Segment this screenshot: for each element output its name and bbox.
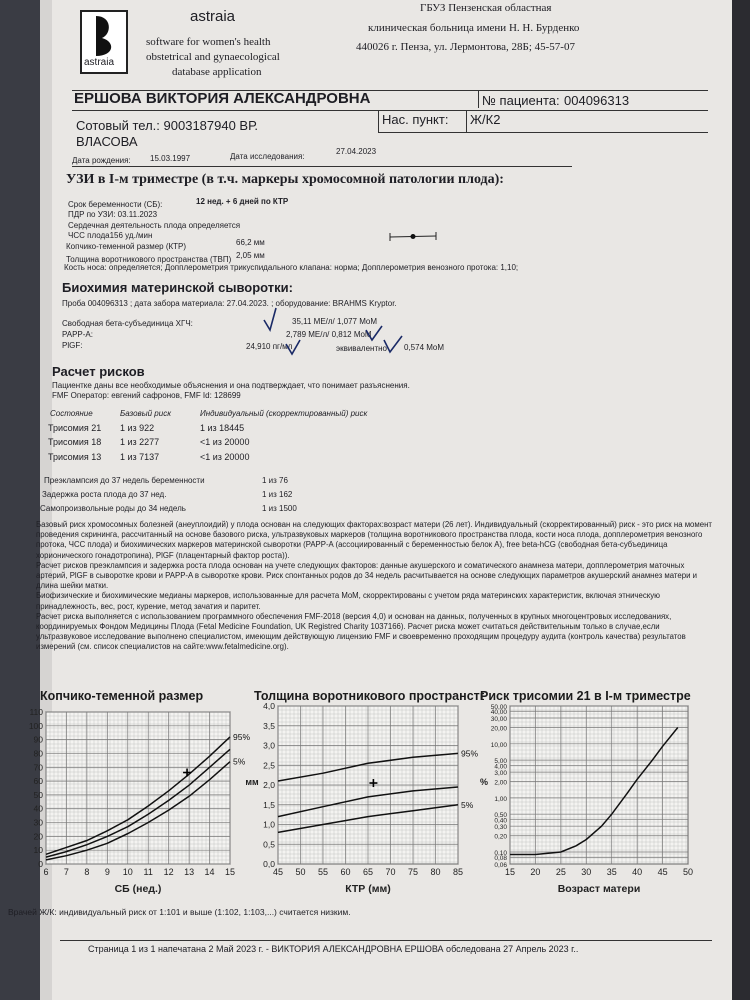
plot-area [510,706,688,864]
y-tick-label: 1,5 [263,799,275,810]
y-tick-label: 0,10 [494,849,507,857]
y-tick-label: 80 [33,748,43,759]
chart-title: Риск трисомии 21 в I-м триместре [480,689,691,703]
x-tick-label: 65 [362,867,374,877]
y-tick-label: 0 [38,859,43,869]
uzi-title: УЗИ в I-м триместре (в т.ч. маркеры хромосомной патологии плода): [66,172,504,187]
risk-consent: Пациентке даны все необходимые объяснения и она подтверждает, что понимает разъяснения. [52,381,410,390]
cell: 1 из 7137 [120,452,160,462]
settlement-value: Ж/К2 [470,112,501,127]
fetal-hr: ЧСС плода156 уд./мин [68,231,153,240]
y-tick-label: 4,00 [494,763,507,771]
cell: <1 из 20000 [200,452,250,462]
x-tick-label: 70 [385,867,396,877]
brand-name: astraia [190,8,236,25]
y-tick-label: 60 [33,776,43,787]
y-tick-label: 40 [33,803,43,814]
phone: Сотовый тел.: 9003187940 ВР. [76,118,258,133]
rule [72,110,708,111]
x-tick-label: 25 [555,867,566,877]
rule [378,132,708,133]
x-tick-label: 40 [632,867,643,877]
clinic-line-3: 440026 г. Пенза, ул. Лермонтова, 28Б; 45-57-07 [356,41,575,53]
x-axis-label: СБ (нед.) [114,883,162,895]
cell: Трисомия 13 [48,452,102,462]
risk-operator: FMF Оператор: евгений сафронов, FMF Id: 128699 [52,391,241,400]
cell: Трисомия 18 [48,437,102,447]
y-tick-label: 0,5 [263,839,275,850]
nt-label: Толщина воротникового пространства (ТВП) [66,255,232,264]
x-tick-label: 80 [430,867,441,877]
y-tick-label: 0,20 [494,833,507,841]
x-tick-label: 15 [224,867,236,877]
x-tick-label: 55 [317,867,329,877]
nt-value: 2,05 мм [236,251,265,260]
y-tick-label: 70 [33,762,43,773]
paragraph: Базовый риск хромосомных болезней (анеуплоидий) у плода основан на следующих факторах:возраст матери (26 лет). Индивидуальный (скорректированный) риск - это риск на момент проведения скрининга, рассчитанный на основе базового риска, ультразвуковых маркеров (толщина воротникового пространства плода, кости носа плода, допплерометрия венозного протока, ЧСС плода) и биохимических маркеров материнской сыворотки (PAPP-A (ассоциированный с беременностью белок А), free beta-hCG (свободная бета-субъединица хорионического гонадотропина), PlGF (плацентарный фактор роста)). [36,520,712,560]
page-footer: Страница 1 из 1 напечатана 2 Май 2023 г. - ВИКТОРИЯ АЛЕКСАНДРОВНА ЕРШОВА обследована 27 Апрель 2023 г.. [88,944,579,954]
astraia-logo [80,10,128,74]
patient-id: 004096313 [564,93,630,108]
tagline-1: software for women's health [146,36,271,48]
paragraph: Биофизические и биохимические медианы маркеров, использованные для расчета MoM, скорректированы с учетом ряда материнских характеристик, включая этническую принадлежность, вес, рост, курение, метод зачатия и паритет. [36,591,660,611]
risk-title: Расчет рисков [52,364,145,379]
logo-text: astraia [84,57,115,68]
fetal-heart: Сердечная деятельность плода определяется [68,221,241,230]
cell: 1 из 922 [120,423,155,433]
hcg-label: Свободная бета-субъединица ХГЧ: [62,319,193,328]
y-tick-label: 50 [33,789,43,800]
y-tick-label: 30 [33,817,43,828]
rule [72,166,572,167]
cell: 1 из 1500 [262,504,297,513]
phone-name: ВЛАСОВА [76,134,138,149]
chart-nt-svg [244,686,484,901]
y-tick-label: 0,30 [494,824,507,832]
x-tick-label: 14 [204,867,215,877]
rule [478,90,479,108]
biochem-title: Биохимия материнской сыворотки: [62,280,293,295]
y-tick-label: 0,50 [494,812,507,820]
cell: Преэклампсия до 37 недель беременности [44,476,205,485]
patient-name: ЕРШОВА ВИКТОРИЯ АЛЕКСАНДРОВНА [74,90,371,107]
y-tick-label: 10,00 [490,741,507,749]
x-tick-label: 85 [452,867,464,877]
x-tick-label: 60 [340,867,351,877]
y-axis-label: мм [245,777,259,787]
col-state: Состояние [50,409,93,418]
chart-title: Копчико-теменной размер [40,689,204,703]
series-label: 95% [233,731,251,742]
x-tick-label: 7 [63,867,69,877]
y-tick-label: 40,00 [490,709,507,717]
footnote: Врачей Ж/К: индивидуальный риск от 1:101 и выше (1:102, 1:103,...) считается низким. [8,907,351,917]
x-tick-label: 30 [581,867,592,877]
x-tick-label: 75 [407,867,419,877]
col-base: Базовый риск [120,409,171,418]
rule [60,940,712,941]
paragraph: Расчет рисков преэклампсия и задержка роста плода основан на учете следующих факторов: данные акушерского и соматического анамнеза матери, допплерометрия маточных артерий, PlGF в сыворотке крови и PAPP-A в сыворотке крови. Риск спонтанных родов до 34 недель расчитывается на основе следующих параметров акушерский анамнез матери и длина шейки матки. [36,560,697,591]
biochem-sample: Проба 004096313 ; дата забора материала: 27.04.2023. ; оборудование: BRAHMS Kryptor. [62,299,397,308]
x-tick-label: 11 [143,867,153,877]
plgf-mom: 0,574 MoM [404,343,445,352]
x-tick-label: 15 [504,867,516,877]
cell: 1 из 18445 [200,423,245,433]
cell: Трисомия 21 [48,423,102,433]
plgf-label: PlGF: [62,341,83,350]
y-tick-label: 0,0 [263,859,275,869]
rule [378,110,379,132]
x-tick-label: 20 [530,867,541,877]
x-tick-label: 13 [184,867,195,877]
x-tick-label: 12 [163,867,174,877]
patient-id-label: № пациента: [482,93,560,108]
x-tick-label: 6 [43,867,49,877]
pappa-label: PAPP-A: [62,330,93,339]
y-tick-label: 4,0 [263,701,275,711]
plgf-value: 24,910 пг/мл [246,342,293,351]
y-tick-label: 0,40 [494,817,507,825]
y-tick-label: 50,00 [490,704,507,711]
y-tick-label: 110 [29,707,43,717]
y-tick-label: 1,0 [263,819,275,830]
y-tick-label: 90 [33,734,43,745]
y-tick-label: 1,00 [494,795,507,803]
y-tick-label: 3,00 [494,770,507,778]
cell: Самопроизвольные роды до 34 недель [40,504,186,513]
y-tick-label: 2,0 [263,780,275,790]
dob-label: Дата рождения: [72,156,131,165]
x-tick-label: 9 [104,867,110,877]
chart-crl-svg [12,686,252,901]
series-label: 5% [461,799,474,810]
x-tick-label: 45 [272,867,284,877]
series-label: 5% [233,756,246,767]
chart-t21 [474,686,710,901]
col-individual: Индивидуальный (скорректированный) риск [200,409,368,418]
crl-range-marker [388,231,438,243]
nasal-bone: Кость носа: определяется; Допплерометрия трикуспидального клапана: норма; Допплерометрия венозного протока: 1,10; [64,263,519,272]
x-tick-label: 10 [122,867,133,877]
paragraph: Расчет риска выполняется с использованием программного обеспечения FMF-2018 (версия 4,0) и основан на данных, полученных в крупных многоцентровых исследованиях, координируемых Фондом Медицины Плода (Fetal Medicine Foundation, UK Registred Charity 1037166). Расчет риска может считаться действительным только в случае,если ультразвуковое исследование выполнено специалистом, имеющим действующую лицензию FMF и своевременно проходящим процедуру аудита (контроль качества) результатов измерений (см. список специалистов на сайте:www.fetalmedicine.org). [36,611,686,652]
y-tick-label: 20,00 [490,725,507,733]
chart-title: Толщина воротникового пространства [254,689,484,703]
plgf-equiv: эквивалентно [336,344,387,353]
x-tick-label: 8 [84,867,90,877]
handwritten-checkmarks [256,300,416,360]
edd: ПДР по УЗИ: 03.11.2023 [68,210,158,219]
cell: Задержка роста плода до 37 нед. [42,490,167,499]
hcg-value: 35,11 МЕ/л/ 1,077 MoM [292,317,378,326]
dob: 15.03.1997 [150,154,191,163]
tagline-3: database application [172,66,262,78]
y-tick-label: 30,00 [490,716,507,724]
clinic-line-2: клиническая больница имени Н. Н. Бурденко [368,22,580,34]
y-tick-label: 2,00 [494,779,507,787]
x-axis-label: Возраст матери [557,883,641,895]
y-axis-label: % [479,777,489,787]
cell: <1 из 20000 [200,437,250,447]
pappa-value: 2,789 МЕ/л/ 0,812 MoM [286,330,372,339]
cell: 1 из 76 [262,476,288,485]
cell: 1 из 162 [262,490,293,499]
y-tick-label: 0,06 [494,862,507,869]
ga-label: Срок беременности (СБ): [68,200,163,209]
series-label: 95% [461,748,479,759]
crl-label: Копчико-теменной размер (КТР) [66,242,187,251]
chart-nt [244,686,484,901]
x-tick-label: 45 [657,867,668,877]
explanatory-text [36,520,716,653]
y-tick-label: 100 [28,720,43,731]
y-tick-label: 10 [33,845,43,856]
x-axis-label: КТР (мм) [345,883,391,895]
tagline-2: obstetrical and gynaecological [146,51,280,63]
ga-value: 12 нед. + 6 дней по КТР [196,197,289,206]
settlement-label: Нас. пункт: [382,112,449,127]
y-tick-label: 20 [33,831,43,842]
y-tick-label: 5,00 [494,758,507,766]
y-tick-label: 0,08 [494,855,507,863]
chart-t21-svg [474,686,710,901]
x-tick-label: 50 [682,867,694,877]
chart-crl [12,686,252,901]
rule [466,110,467,132]
crl-value: 66,2 мм [236,238,265,247]
x-tick-label: 35 [606,867,617,877]
y-tick-label: 3,0 [263,740,275,751]
exam-label: Дата исследования: [230,152,305,161]
y-tick-label: 2,5 [263,760,275,771]
clinic-line-1: ГБУЗ Пензенская областная [420,2,552,14]
cell: 1 из 2277 [120,437,160,447]
x-tick-label: 50 [295,867,306,877]
y-tick-label: 3,5 [263,720,275,731]
exam-date: 27.04.2023 [336,147,377,156]
